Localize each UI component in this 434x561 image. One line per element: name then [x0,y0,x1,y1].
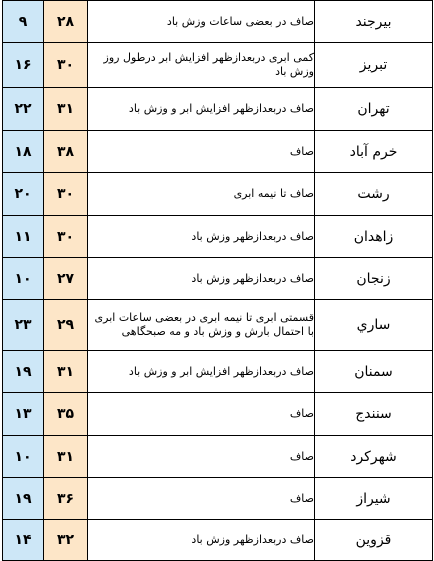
condition-cell: قسمتی ابری تا نیمه ابری در بعضی ساعات ابری با احتمال بارش و وزش باد و مه صبحگاهی [88,300,315,351]
condition-cell: صاف دربعدازظهر وزش باد [88,216,315,258]
table-row [3,1,433,43]
min-temp-cell: ۱۶ [3,43,44,88]
city-cell: تبریز [315,43,433,88]
city-cell: تهران [315,88,433,131]
max-temp-cell: ۳۰ [44,43,88,88]
condition-cell: صاف دربعدازظهر وزش باد [88,258,315,300]
max-temp-cell: ۲۷ [44,258,88,300]
city-cell: زاهدان [315,216,433,258]
city-cell: خرم آباد [315,131,433,173]
table-row [3,43,433,88]
city-cell: سمنان [315,351,433,393]
city-cell: قزوين [315,520,433,561]
min-temp-cell: ۱۹ [3,351,44,393]
city-cell: ساري [315,300,433,351]
table-row [3,216,433,258]
min-temp-cell: ۲۳ [3,300,44,351]
city-cell: زنجان [315,258,433,300]
table-row [3,131,433,173]
max-temp-cell: ۳۸ [44,131,88,173]
condition-cell: صاف [88,436,315,478]
city-cell: سنندج [315,393,433,436]
condition-cell: صاف [88,393,315,436]
table-row [3,173,433,216]
table-row [3,436,433,478]
min-temp-cell: ۱۴ [3,520,44,561]
max-temp-cell: ۳۱ [44,436,88,478]
min-temp-cell: ۲۰ [3,173,44,216]
min-temp-cell: ۹ [3,1,44,43]
min-temp-cell: ۲۲ [3,88,44,131]
table-row [3,351,433,393]
condition-cell: صاف دربعدازظهر وزش باد [88,520,315,561]
min-temp-cell: ۱۹ [3,478,44,520]
table-row [3,478,433,520]
max-temp-cell: ۳۶ [44,478,88,520]
table-row [3,520,433,561]
weather-forecast-table [2,0,433,561]
max-temp-cell: ۳۱ [44,351,88,393]
table-row [3,88,433,131]
city-cell: رشت [315,173,433,216]
condition-cell: صاف دربعدازظهر افزایش ابر و وزش باد [88,88,315,131]
condition-cell: صاف دربعدازظهر افزایش ابر و وزش باد [88,351,315,393]
min-temp-cell: ۱۸ [3,131,44,173]
max-temp-cell: ۳۲ [44,520,88,561]
condition-cell: کمی ابری دربعدازظهر افزایش ابر درطول روز وزش باد [88,43,315,88]
city-cell: شيراز [315,478,433,520]
max-temp-cell: ۳۰ [44,173,88,216]
city-cell: شهركرد [315,436,433,478]
max-temp-cell: ۲۹ [44,300,88,351]
city-cell: بیرجند [315,1,433,43]
max-temp-cell: ۳۱ [44,88,88,131]
condition-cell: صاف [88,478,315,520]
min-temp-cell: ۱۳ [3,393,44,436]
max-temp-cell: ۲۸ [44,1,88,43]
condition-cell: صاف در بعضی ساعات وزش باد [88,1,315,43]
min-temp-cell: ۱۱ [3,216,44,258]
min-temp-cell: ۱۰ [3,258,44,300]
max-temp-cell: ۳۰ [44,216,88,258]
condition-cell: صاف [88,131,315,173]
table-row [3,258,433,300]
max-temp-cell: ۳۵ [44,393,88,436]
table-row [3,393,433,436]
condition-cell: صاف تا نیمه ابری [88,173,315,216]
min-temp-cell: ۱۰ [3,436,44,478]
table-row [3,300,433,351]
